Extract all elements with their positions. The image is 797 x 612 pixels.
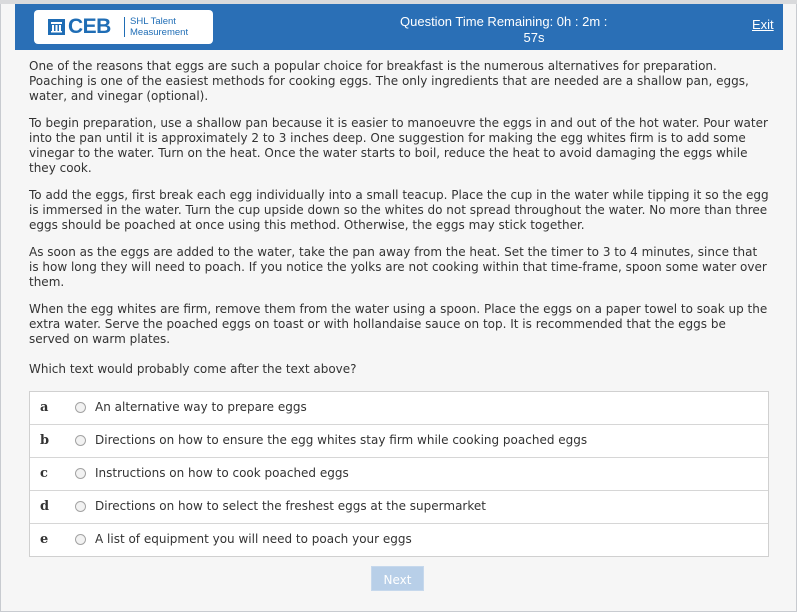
option-row-a[interactable] bbox=[30, 392, 768, 425]
timer-label: Question Time Remaining: 0h : 2m : bbox=[400, 14, 608, 29]
passage-paragraph: To add the eggs, first break each egg individually into a small teacup. Place the cup in the water while tipping it so the egg is immersed in the water. Turn the cup upside down so the whites do not spread throughout the water. No more than three eggs should be poached at once using this method. Otherwise, the eggs may stick together. bbox=[29, 188, 769, 232]
option-text[interactable]: Instructions on how to cook poached eggs bbox=[95, 466, 349, 480]
passage-paragraph: To begin preparation, use a shallow pan because it is easier to manoeuvre the eggs in and out of the hot water. Pour water into the pan until it is approximately 2 to 3 inches deep. One suggestion for making the egg whites firm is to add some vinegar to the water. Turn on the heat. Once the water starts to boil, reduce the heat to avoid damaging the eggs while they cook. bbox=[29, 116, 768, 175]
option-letter: b bbox=[40, 433, 50, 448]
passage-paragraph: As soon as the eggs are added to the water, take the pan away from the heat. Set the timer to 3 to 4 minutes, since that is how long they will need to poach. If you notice the yolks are not cooking within that time-frame, spoon some water over them. bbox=[29, 245, 767, 289]
option-row-e[interactable] bbox=[30, 524, 768, 556]
question-prompt: Which text would probably come after the text above? bbox=[29, 362, 357, 376]
option-text[interactable]: Directions on how to select the freshest eggs at the supermarket bbox=[95, 499, 486, 513]
option-letter: a bbox=[40, 400, 49, 415]
ceb-shl-logo bbox=[34, 10, 213, 44]
radio-button[interactable] bbox=[75, 468, 86, 479]
option-row-d[interactable] bbox=[30, 491, 768, 524]
option-text[interactable]: A list of equipment you will need to poach your eggs bbox=[95, 532, 412, 546]
timer-seconds: 57s bbox=[523, 30, 545, 45]
passage-paragraph: When the egg whites are firm, remove them from the water using a spoon. Place the eggs on a paper towel to soak up the extra water. Serve the poached eggs on toast or with hollandaise sauce on top. It is recommended that the eggs be served on warm plates. bbox=[29, 302, 768, 346]
passage-paragraph: One of the reasons that eggs are such a popular choice for breakfast is the numerous alternatives for preparation. Poaching is one of the easiest methods for cooking eggs. The only ingredients that are needed are a shallow pan, eggs, water, and vinegar (optional). bbox=[29, 59, 749, 103]
next-button[interactable]: Next bbox=[371, 566, 424, 591]
logo-wordmark: CEB bbox=[68, 15, 111, 38]
option-letter: e bbox=[40, 532, 49, 547]
logo-tagline: SHL Talent Measurement bbox=[130, 16, 189, 38]
radio-button[interactable] bbox=[75, 534, 86, 545]
option-text[interactable]: An alternative way to prepare eggs bbox=[95, 400, 307, 414]
option-text[interactable]: Directions on how to ensure the egg whites stay firm while cooking poached eggs bbox=[95, 433, 588, 447]
logo-divider bbox=[124, 17, 125, 37]
option-row-b[interactable] bbox=[30, 425, 768, 458]
option-letter: d bbox=[40, 499, 50, 514]
reading-passage bbox=[29, 59, 770, 359]
radio-button[interactable] bbox=[75, 501, 86, 512]
exit-link[interactable]: Exit bbox=[752, 17, 774, 32]
option-row-c[interactable] bbox=[30, 458, 768, 491]
building-icon bbox=[48, 19, 65, 35]
option-letter: c bbox=[40, 466, 48, 481]
radio-button[interactable] bbox=[75, 435, 86, 446]
radio-button[interactable] bbox=[75, 402, 86, 413]
header-bar bbox=[15, 4, 783, 50]
answer-options bbox=[29, 391, 769, 557]
